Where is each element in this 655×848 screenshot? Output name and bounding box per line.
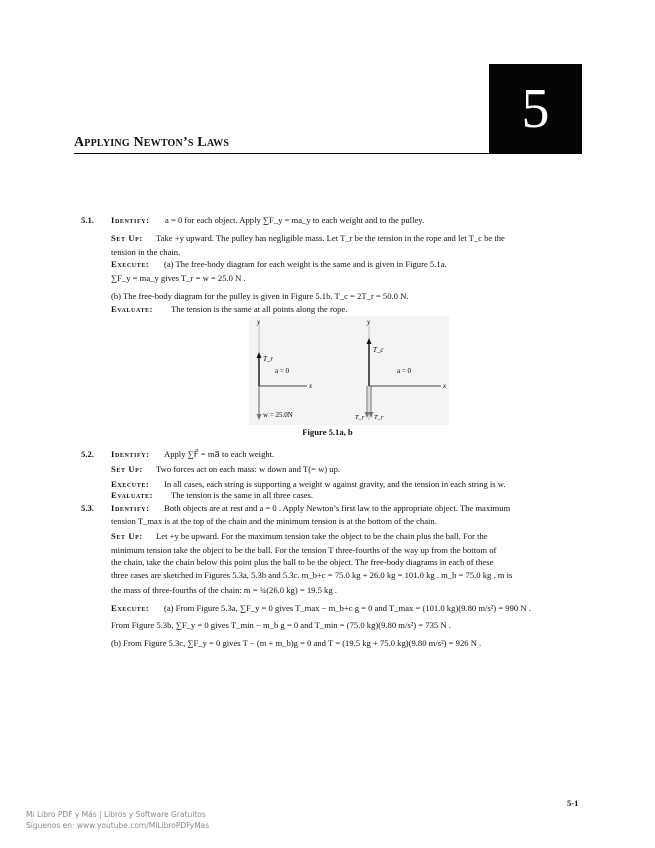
label-y-left: y [257,318,261,326]
label-identify: Identify: [111,449,150,459]
label-accel-right: a = 0 [397,367,412,375]
footer-line: Síguenos en: www.youtube.com/MiLibroPDFyMas [26,821,210,830]
figure-caption: Figure 5.1a, b [302,427,353,437]
page-number: 5-1 [567,798,579,808]
text-line: a = 0 for each object. Apply ∑F_y = ma_y to each weight and to the pulley. [165,215,425,225]
label-weight-left: w = 25.0N [263,411,293,419]
text-line: the chain, take the chain below this point plus the ball to be the object. The free-body diagrams in each of these [111,557,494,567]
text-line: Take +y upward. The pulley has negligible mass. Let T_r be the tension in the rope and let T_c be the [156,233,505,243]
label-evaluate: Evaluate: [111,304,154,314]
label-evaluate: Evaluate: [111,490,154,500]
problem-number: 5.2. [81,449,94,459]
label-rope-1: T_r [355,414,365,421]
text-line: The tension is the same in all three cases. [171,490,313,500]
text-line: minimum tension take the object to be the ball. For the tension T three-fourths of the way up from the bottom of [111,545,497,555]
label-identify: Identify: [111,503,150,513]
label-tension-left: T_r [263,355,274,363]
text-line: Let +y be upward. For the maximum tension take the object to be the chain plus the ball. For the [156,531,488,541]
text-line: Apply ∑F⃗ = ma⃗ to each weight. [164,449,275,459]
label-tension-right: T_c [373,346,384,354]
text-line: Both objects are at rest and a = 0 . Apply Newton’s first law to the appropriate object. The maximum [164,503,511,513]
label-execute: Execute: [111,479,150,489]
label-execute: Execute: [111,603,150,613]
text-line: (a) From Figure 5.3a, ∑F_y = 0 gives T_max − m_b+c g = 0 and T_max = (101.0 kg)(9.80 m/s²) = 990 N . [164,603,531,613]
text-line: The tension is the same at all points along the rope. [171,304,348,314]
label-setup: Set Up: [111,233,143,243]
text-line: (a) The free-body diagram for each weight is the same and is given in Figure 5.1a. [164,259,447,269]
problem-number: 5.3. [81,503,94,513]
text-line: tension in the chain. [111,247,181,257]
footer-line: Mi Libro PDF y Más | Libros y Software Gratuitos [26,810,206,819]
label-x-right: x [443,382,447,390]
text-line: In all cases, each string is supporting a weight w against gravity, and the tension in each string is w. [164,479,506,489]
label-setup: Set Up: [111,531,143,541]
label-identify: Identify: [111,215,150,225]
label-setup: Set Up: [111,464,143,474]
text-line: ∑F_y = ma_y gives T_r = w = 25.0 N . [111,273,246,283]
text-line: Two forces act on each mass: w down and T(= w) up. [156,464,341,474]
label-rope-2: T_r [374,414,384,421]
chapter-number-box [489,64,582,154]
text-line: (b) From Figure 5.3c, ∑F_y = 0 gives T − (m + m_b)g = 0 and T = (19.5 kg + 75.0 kg)(9.80 m/s²) = 926 N . [111,638,482,648]
text-line: the mass of three-fourths of the chain: m = ¾(26.0 kg) = 19.5 kg . [111,585,337,595]
label-accel-left: a = 0 [275,367,290,375]
text-line: three cases are sketched in Figures 5.3a, 5.3b and 5.3c. m_b+c = 75.0 kg + 26.0 kg = 101.0 kg . m_b = 75.0 kg . m is [111,570,513,580]
chapter-rule [74,153,582,154]
label-x-left: x [309,382,313,390]
text-line: From Figure 5.3b, ∑F_y = 0 gives T_min − m_b g = 0 and T_min = (75.0 kg)(9.80 m/s²) = 735 N . [111,620,451,630]
label-y-right: y [367,318,371,326]
free-body-diagram [249,316,449,425]
text-line: tension T_max is at the top of the chain and the minimum tension is at the bottom of the chain. [111,516,437,526]
text-line: (b) The free-body diagram for the pulley is given in Figure 5.1b. T_c = 2T_r = 50.0 N. [111,291,409,301]
chapter-title: Applying Newton’s Laws [74,135,230,150]
problem-number: 5.1. [81,215,94,225]
chapter-number: 5 [521,78,550,140]
label-execute: Execute: [111,259,150,269]
